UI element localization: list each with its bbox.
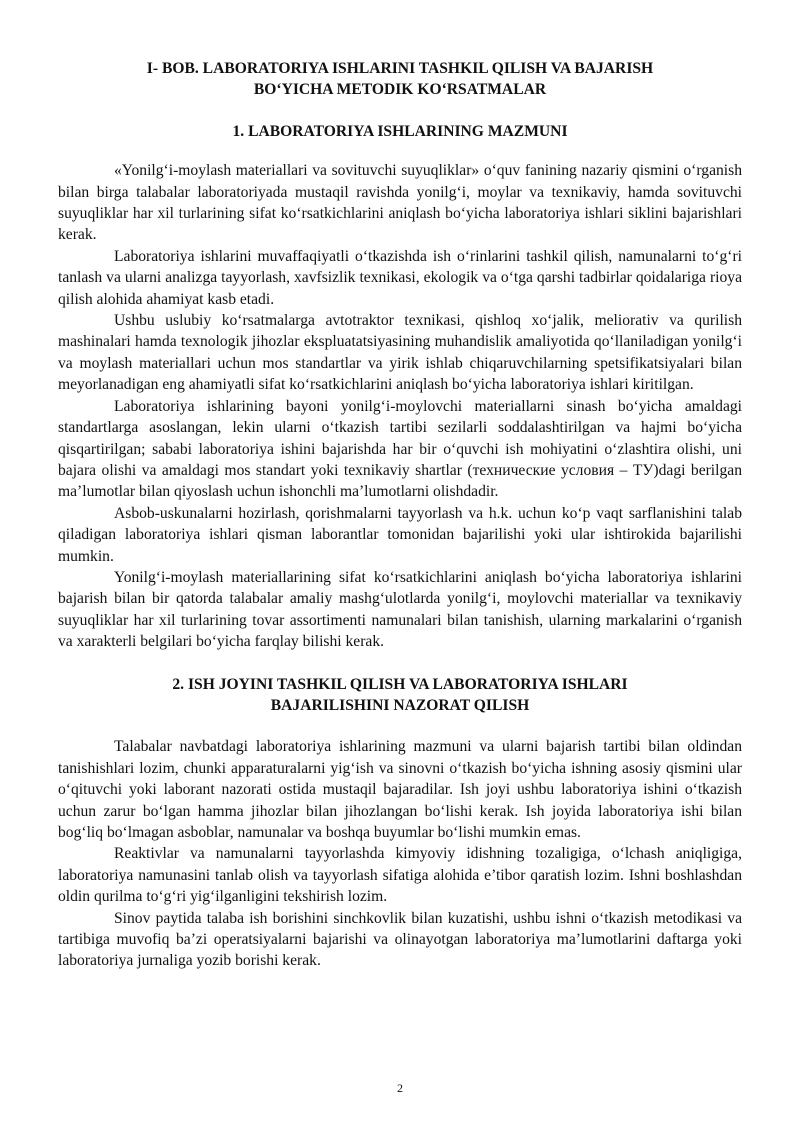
page-number: 2 xyxy=(397,1081,403,1095)
paragraph: «Yonilg‘i-moylash materiallari va sovituvchi suyuqliklar» o‘quv fanining nazariy qismini o‘rganish bilan birga talabalar laboratoriyada mustaqil ravishda yonilg‘i, moylar va texnikaviy, hamda sovituvchi suyuqliklar har xil turlarining sifat ko‘rsatkichlarini aniqlash bo‘yicha laboratoriya ishlari siklini bajarishlari kerak. xyxy=(58,162,742,244)
paragraph: Laboratoriya ishlarining bayoni yonilg‘i-moylovchi materiallarni sinash bo‘yicha amaldagi standartlarga asoslangan, lekin ularni o‘tkazish tartibi sezilarli soddalashtirilgan va hajmi bo‘yicha qisqartirilgan; sababi laboratoriya ishini bajarishda har bir o‘quvchi ish mohiyatini o‘zlashtira olishi, uni bajara olishi va amaldagi mos standart yoki texnikaviy shartlar (технические условия – ТУ)dagi berilgan ma’lumotlar bilan qiyoslash uchun ishonchli ma’lumotlarni olishdadir. xyxy=(58,397,742,501)
paragraph: Ushbu uslubiy ko‘rsatmalarga avtotraktor texnikasi, qishloq xo‘jalik, meliorativ va qurilish mashinalari hamda texnologik jihozlar ekspluatatsiyasining muhandislik amaliyotida qo‘llaniladigan yonilg‘i va moylash materiallari uchun mos standartlar va yirik ishlab chiqaruvchilarning spetsifikatsiyalari bilan meyorlanadigan eng ahamiyatli sifat ko‘rsatkichlarini aniqlash bo‘yicha laboratoriya ishlari kiritilgan. xyxy=(58,312,742,394)
chapter-title-line-2: BO‘YICHA METODIK KO‘RSATMALAR xyxy=(253,81,547,99)
chapter-title-line-1: I- BOB. LABORATORIYA ISHLARINI TASHKIL QILISH VA BAJARISH xyxy=(146,60,654,77)
section-1-title: 1. LABORATORIYA ISHLARINING MAZMUNI xyxy=(232,122,568,140)
paragraph: Laboratoriya ishlarini muvaffaqiyatli o‘tkazishda ish o‘rinlarini tashkil qilish, namunalarni to‘g‘ri tanlash va ularni analizga tayyorlash, xavfsizlik texnikasi, ekologik va o‘tga qarshi tadbirlar qoidalariga rioya qilish alohida ahamiyat kasb etadi. xyxy=(58,247,742,308)
section-2-title-line-2: BAJARILISHINI NAZORAT QILISH xyxy=(270,696,530,714)
section-1 xyxy=(58,121,742,653)
paragraph: Talabalar navbatdagi laboratoriya ishlarining mazmuni va ularni bajarish tartibi bilan oldindan tanishishlari lozim, chunki apparaturalarni yig‘ish va sinovni o‘tkazish bo‘yicha ishning asosiy qismini ular o‘qituvchi yoki laborant nazorati ostida mustaqil bajaradilar. Ish joyi ushbu laboratoriya ishini o‘tkazish uchun zarur bo‘lgan hamma jihozlar bilan jihozlangan bo‘lishi kerak. Ish joyida laboratoriya ishi bilan bog‘liq bo‘lmagan asboblar, namunalar va boshqa buyumlar bo‘lishi mumkin emas. xyxy=(58,738,742,841)
paragraph: Reaktivlar va namunalarni tayyorlashda kimyoviy idishning tozaligiga, o‘lchash aniqligiga, laboratoriya namunasini tanlab olish va tayyorlash sifatiga alohida e’tibor qaratish lozim. Ishni boshlashdan oldin qurilma to‘g‘ri yig‘ilganligini tekshirish lozim. xyxy=(58,845,742,906)
chapter-title xyxy=(58,58,742,101)
paragraph: Yonilg‘i-moylash materiallarining sifat ko‘rsatkichlarini aniqlash bo‘yicha laboratoriya ishlarini bajarish bilan bir qatorda talabalar amaliy mashg‘ulotlarda yonilg‘i, moylovchi materiallar va texnikaviy suyuqliklar har xil turlarining tovar assortimenti namunalari bilan tanishish, ularning markalarini o‘rganish va xarakterli belgilari bo‘yicha farqlay bilishi kerak. xyxy=(58,568,742,651)
section-2 xyxy=(58,674,742,972)
paragraph: Asbob-uskunalarni hozirlash, qorishmalarni tayyorlash va h.k. uchun ko‘p vaqt sarflanishini talab qiladigan laboratoriya ishlari qisman laborantlar tomonidan bajarilishi yoki ular ishtirokida bajarilishi mumkin. xyxy=(58,504,742,565)
section-2-title-line-1: 2. ISH JOYINI TASHKIL QILISH VA LABORATORIYA ISHLARI xyxy=(172,675,628,693)
paragraph: Sinov paytida talaba ish borishini sinchkovlik bilan kuzatishi, ushbu ishni o‘tkazish metodikasi va tartibiga muvofiq ba’zi operatsiyalarni bajarishi va olinayotgan laboratoriya ma’lumotlarini daftarga yoki laboratoriya jurnaliga yozib borishi kerak. xyxy=(58,909,742,970)
section-2-title xyxy=(58,674,742,717)
